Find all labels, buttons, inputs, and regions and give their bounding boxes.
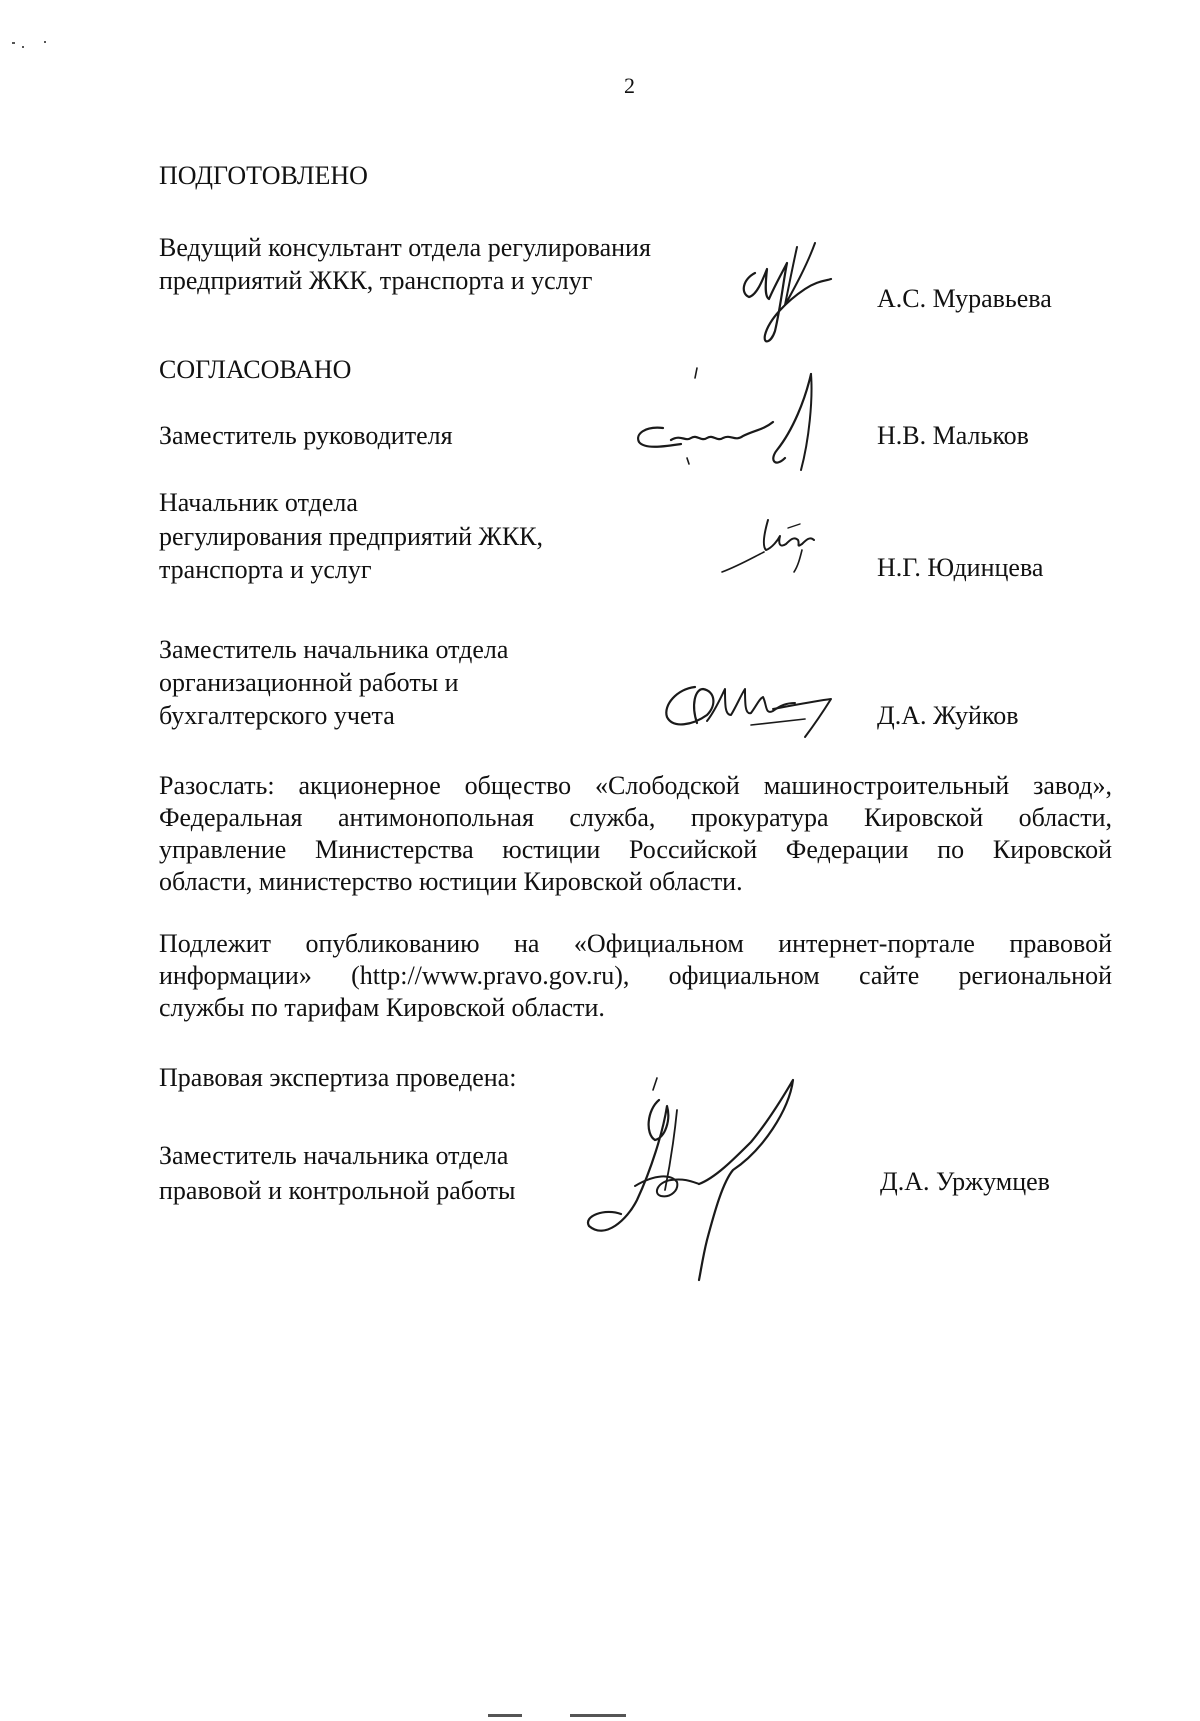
signatory-name: Н.В. Мальков xyxy=(877,421,1029,450)
legal-review-name: Д.А. Уржумцев xyxy=(880,1167,1050,1196)
scan-mark xyxy=(570,1714,626,1717)
distribution-line: области, министерство юстиции Кировской области. xyxy=(159,867,743,896)
publication-line: информации» (http://www.pravo.gov.ru), официальном сайте региональной xyxy=(159,961,1112,990)
scan-speck xyxy=(22,46,24,48)
scan-speck xyxy=(12,42,15,44)
legal-review-position-line: правовой и контрольной работы xyxy=(159,1176,516,1205)
signature-muravyeva xyxy=(735,235,845,350)
signatory-position-line: Заместитель руководителя xyxy=(159,421,453,450)
publication-paragraph xyxy=(159,928,1112,1024)
signature-zhuikov xyxy=(655,675,865,745)
signatory-position-line: регулирования предприятий ЖКК, xyxy=(159,522,544,551)
signatory-position-line: бухгалтерского учета xyxy=(159,701,395,730)
signatory-position-line: организационной работы и xyxy=(159,668,459,697)
signatory-position-line: Заместитель начальника отдела xyxy=(159,635,509,664)
signatory-position-line: Начальник отдела xyxy=(159,488,358,517)
distribution-line: Федеральная антимонопольная служба, прокуратура Кировской области, xyxy=(159,803,1112,832)
signature-urzhumtsev xyxy=(575,1070,845,1290)
prepared-heading: ПОДГОТОВЛЕНО xyxy=(159,161,368,190)
scan-mark xyxy=(488,1714,522,1717)
agreed-heading: СОГЛАСОВАНО xyxy=(159,355,352,384)
signatory-position-line: транспорта и услуг xyxy=(159,555,372,584)
signatory-name: Н.Г. Юдинцева xyxy=(877,553,1044,582)
distribution-line: Разослать: акционерное общество «Слободской машиностроительный завод», xyxy=(159,771,1112,800)
legal-review-heading: Правовая экспертиза проведена: xyxy=(159,1063,517,1092)
signature-malkov xyxy=(625,360,835,490)
signatory-name: Д.А. Жуйков xyxy=(877,701,1019,730)
prepared-position-line: Ведущий консультант отдела регулирования xyxy=(159,233,651,262)
distribution-paragraph xyxy=(159,770,1112,898)
prepared-position-line: предприятий ЖКК, транспорта и услуг xyxy=(159,266,593,295)
publication-line: Подлежит опубликованию на «Официальном интернет-портале правовой xyxy=(159,929,1112,958)
prepared-name: А.С. Муравьева xyxy=(877,284,1052,313)
distribution-line: управление Министерства юстиции Российской Федерации по Кировской xyxy=(159,835,1112,864)
publication-line: службы по тарифам Кировской области. xyxy=(159,993,605,1022)
legal-review-position-line: Заместитель начальника отдела xyxy=(159,1141,509,1170)
scan-speck xyxy=(44,41,46,43)
page-number: 2 xyxy=(624,73,635,98)
signature-yudintseva xyxy=(718,510,828,580)
